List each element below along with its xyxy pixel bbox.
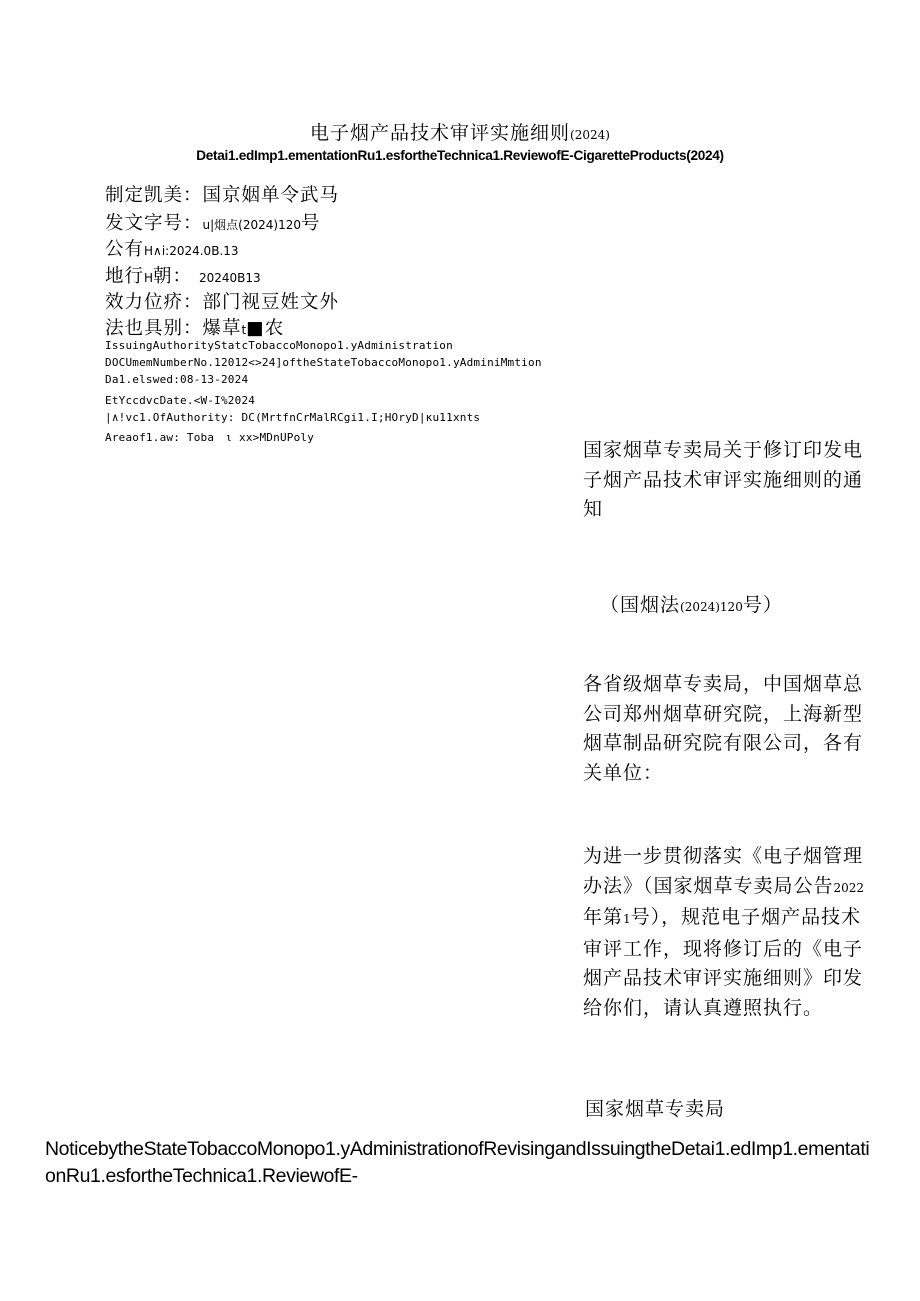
meta-value-prefix: u|烟点 [202,218,239,232]
meta-label: 效力位疥： [105,292,203,313]
meta-date-issued-en: Da1.elswed:08-13-2024 [105,373,249,386]
body-year: 2022 [833,880,865,895]
meta-level-of-authority-en: |∧!vc1.OfAuthority: DC(MrtfnCrMalRCgi1.I;HOryD|κu11xnts [105,411,481,424]
meta-date-effective-cn [105,262,261,288]
body-part1: 为进一步贯彻落实《电子烟管理办法》（国家烟草专卖局公告 [583,845,864,897]
meta-label: 制定凯美： [105,185,203,206]
meta-value-b: t [241,323,247,337]
meta-issuing-authority-en: IssuingAuthorityStatcTobaccoMonopo1.yAdministration [105,339,453,352]
meta-category-cn [105,314,284,340]
notice-body [583,842,875,1023]
meta-area-of-law-en: Areaof1.aw: Toba ι xx>MDnUPoly [105,431,315,444]
body-num: 1 [623,912,631,926]
notice-doc-number [600,590,783,617]
meta-value: 部门视豆姓文外 [202,292,340,313]
meta-issuing-authority-cn [105,181,339,207]
title-cn-text: 电子烟产品技术审评实施细则 [310,122,571,144]
notice-title: 国家烟草专卖局关于修订印发电子烟产品技术审评实施细则的通知 [583,439,864,520]
notice-addressees: 各省级烟草专卖局，中国烟草总公司郑州烟草研究院，上海新型烟草制品研究院有限公司，各有关单位： [583,673,864,784]
meta-value: H∧i:2024.0B.13 [144,244,239,258]
notice-signature: 国家烟草专卖局 [585,1098,726,1120]
title-cn-year: (2024) [570,128,610,142]
meta-doc-number-en: DOCUmemNumberNo.12012<>24]oftheStateTobaccoMonopo1.yAdminiMmtion [105,356,542,369]
meta-label: 地行 [105,266,145,287]
meta-value: 20240B13 [198,271,261,285]
document-title-cn [0,118,920,145]
doc-no-year: (2024) [680,600,720,614]
meta-value-a: 爆草 [202,318,242,339]
meta-value-number: (2024)120 [238,218,301,232]
meta-value-suffix: 号 [300,213,321,234]
body-part2: 年第 [583,906,624,928]
meta-date-issued-cn [105,235,239,261]
doc-no-open: （国烟法 [600,594,681,616]
meta-label: 法也具别： [105,318,203,339]
meta-value-c: ■农 [246,318,285,339]
meta-label-2: 朝： [153,266,193,287]
meta-label-mid: H [144,271,154,285]
doc-no-num: 120 [719,600,743,614]
meta-label: 公有 [105,239,145,260]
meta-value: 国京姻单令武马 [202,185,340,206]
meta-validity-cn [105,288,339,314]
meta-effective-date-en: EtYccdvcDate.<W-I%2024 [105,394,256,407]
body-part3: 号），规范电子烟产品技术审评工作，现将修订后的《电子烟产品技术审评实施细则》印发给你们，请认真遵照执行。 [583,906,864,1019]
notice-title-en: NoticebytheStateTobaccoMonopo1.yAdministrationofRevisingandIssuingtheDetai1.edImp1.ementationRu1.esfortheTechnica1.ReviewofE- [45,1138,870,1187]
doc-no-close: 号） [742,594,783,616]
document-title-en: Detai1.edImp1.ementationRu1.esfortheTechnica1.ReviewofE-CigaretteProducts(2024) [196,148,724,163]
meta-label: 发文字号： [105,213,203,234]
meta-doc-number-cn [105,209,321,235]
